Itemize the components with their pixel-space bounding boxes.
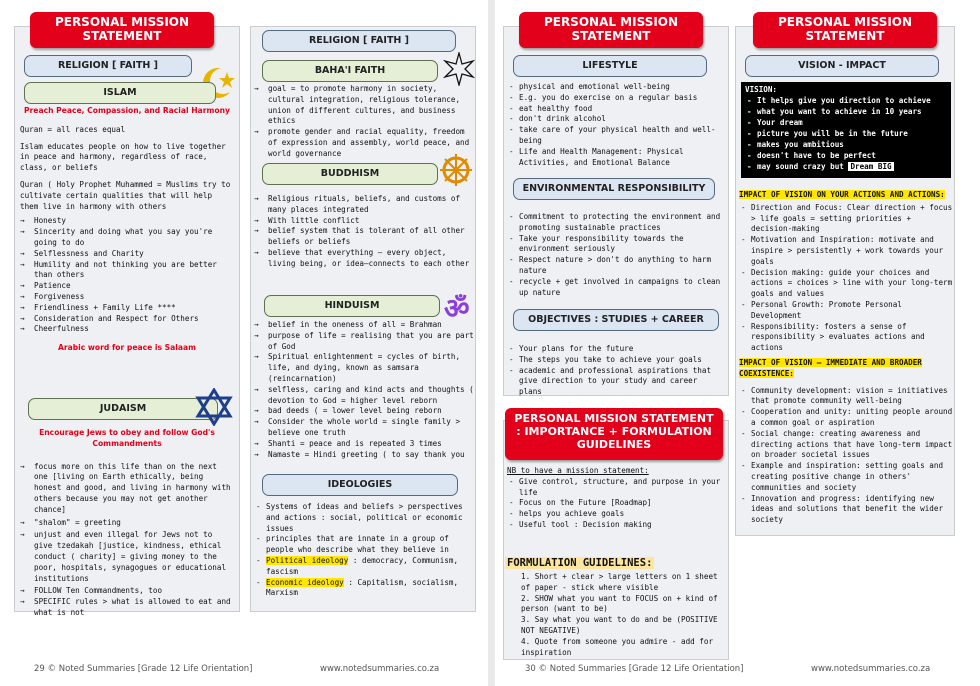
list-item: - Respect nature > don't do anything to harm nature xyxy=(507,255,723,277)
list-item: → selfless, caring and kind acts and thoughts ( devotion to God = higher level reborn xyxy=(254,385,476,407)
nb-label: NB to have a mission statement: xyxy=(507,466,649,475)
list-item: → bad deeds ( = lower level being reborn xyxy=(254,406,476,417)
list-item: - Systems of ideas and beliefs > perspectives and actions : social, political or economic issues xyxy=(254,502,476,534)
list-item: → Friendliness + Family Life **** xyxy=(20,303,234,314)
right-page xyxy=(495,0,980,686)
religion-pill: RELIGION [ FAITH ] xyxy=(24,55,192,77)
list-item: - It helps give you direction to achieve xyxy=(745,95,947,106)
list-item: - Innovation and progress: identifying new ideas and solutions that benefit the wider society xyxy=(739,494,953,526)
list-item: 2. SHOW what you want to FOCUS on + kind of person (want to be) xyxy=(521,593,718,614)
list-item: → purpose of life = realising that you are part of God xyxy=(254,331,476,353)
environmental-content xyxy=(507,212,723,298)
buddhism-pill: BUDDHISM xyxy=(262,163,438,185)
vision-definition-box xyxy=(741,82,951,178)
list-item: - Social change: creating awareness and directing actions that have long-term impact on broader societal issues xyxy=(739,429,953,461)
dream-big-highlight: Dream BIG xyxy=(850,162,892,171)
list-item: → Selflessness and Charity xyxy=(20,249,234,260)
list-item: → Shanti = peace and is repeated 3 times xyxy=(254,439,476,450)
list-item: - don't drink alcohol xyxy=(507,114,723,125)
list-item: → belief in the oneness of all = Brahman xyxy=(254,320,476,331)
islam-p1: Quran = all races equal xyxy=(20,124,126,134)
list-item: → Religious rituals, beliefs, and customs of many places integrated xyxy=(254,194,474,216)
star-of-david-icon xyxy=(194,388,234,426)
political-ideology-label: Political ideology xyxy=(266,555,349,565)
list-item: - Direction and Focus: Clear direction + focus > life goals = setting priorities + decision-making xyxy=(739,203,953,235)
impact-list-1 xyxy=(739,203,953,354)
environmental-list xyxy=(507,212,723,298)
objectives-content xyxy=(507,344,723,398)
list-item: → belief system that is tolerant of all other beliefs or beliefs xyxy=(254,226,474,248)
list-item: - picture you will be in the future xyxy=(745,128,947,139)
formulation-list xyxy=(507,572,723,658)
islam-content xyxy=(20,106,234,354)
list-item: - what you want to achieve in 10 years xyxy=(745,106,947,117)
list-item: - take care of your physical health and well-being xyxy=(507,125,723,147)
list-item: → Spiritual enlightenment = cycles of birth, life, and dying, known as samsara (reincarnation) xyxy=(254,352,476,384)
formulation-title: FORMULATION GUIDELINES: xyxy=(507,557,653,569)
list-item: - Your plans for the future xyxy=(507,344,723,355)
dharma-wheel-icon xyxy=(438,152,474,188)
islam-pill: ISLAM xyxy=(24,82,216,104)
bahai-pill: BAHA'I FAITH xyxy=(262,60,438,82)
buddhism-content xyxy=(254,194,474,270)
list-item: → believe that everything — every object, living being, or idea—connects to each other xyxy=(254,248,474,270)
list-item: - makes you ambitious xyxy=(745,139,947,150)
list-item: → "shalom" = greeting xyxy=(20,518,234,529)
vision-box-list xyxy=(745,95,947,172)
list-item: - The steps you take to achieve your goals xyxy=(507,355,723,366)
importance-banner: PERSONAL MISSION STATEMENT : IMPORTANCE + FORMULATION GUIDELINES xyxy=(505,408,723,460)
ideologies-pill: IDEOLOGIES xyxy=(262,474,458,496)
importance-content xyxy=(507,466,723,531)
list-item: - Commitment to protecting the environment and promoting sustainable practices xyxy=(507,212,723,234)
vision-box-label: VISION: xyxy=(745,85,778,94)
ideologies-content xyxy=(254,502,476,599)
impact-list-2 xyxy=(739,386,953,526)
list-item: - eat healthy food xyxy=(507,104,723,115)
list-item: - recycle + get involved in campaigns to clean up nature xyxy=(507,277,723,299)
judaism-tagline: Encourage Jews to obey and follow God's Commandments xyxy=(39,428,215,448)
islam-p2: Islam educates people on how to live together in peace and harmony, regardless of race, class, or beliefs xyxy=(20,141,226,173)
list-item: → focus more on this life than on the next one [living on Earth ethically, being honest and good, and living in harmony with others because you may not get another chance] xyxy=(20,462,234,516)
vision-box-last-text: may sound crazy but xyxy=(757,162,844,171)
hinduism-content xyxy=(254,320,476,460)
list-item: 4. Quote from someone you admire - add for inspiration xyxy=(521,636,714,657)
list-item: - Community development: vision = initiatives that promote community well-being xyxy=(739,386,953,408)
list-item: 1. Short + clear > large letters on 1 sheet of paper - stick where visible xyxy=(521,572,718,592)
list-item: → Cheerfulness xyxy=(20,324,234,335)
lifestyle-list xyxy=(507,82,723,168)
religion-pill-2: RELIGION [ FAITH ] xyxy=(262,30,456,52)
list-item: - Your dream xyxy=(745,117,947,128)
list-item: - Useful tool : Decision making xyxy=(507,520,723,531)
list-item: → Namaste = Hindi greeting ( to say thank you xyxy=(254,450,476,461)
political-ideology-text: : democracy, Communism, fascism xyxy=(266,555,459,576)
formulation-content xyxy=(507,572,723,658)
list-item: → Humility and not thinking you are better than others xyxy=(20,260,234,282)
list-item: - Motivation and Inspiration: motivate and inspire > persistently + work towards your goals xyxy=(739,235,953,267)
buddhism-list xyxy=(254,194,474,270)
bahai-list xyxy=(254,84,474,160)
list-item: - physical and emotional well-being xyxy=(507,82,723,93)
list-item: - academic and professional aspirations that give direction to your study and career plans xyxy=(507,366,723,398)
environmental-pill: ENVIRONMENTAL RESPONSIBILITY xyxy=(513,178,715,200)
list-item: - Personal Growth: Promote Personal Development xyxy=(739,300,953,322)
list-item: - Responsibility: fosters a sense of responsibility > evaluates actions and actions xyxy=(739,322,953,354)
list-item: → goal = to promote harmony in society, cultural integration, religious tolerance, union of different cultures, and business ethics xyxy=(254,84,474,127)
footer-left-page-number: 29 © Noted Summaries [Grade 12 Life Orientation] xyxy=(34,664,253,674)
om-icon xyxy=(440,290,476,324)
list-item: → Consideration and Respect for Others xyxy=(20,314,234,325)
list-item: - Focus on the Future [Roadmap] xyxy=(507,498,723,509)
footer-right-page-number: 30 © Noted Summaries [Grade 12 Life Orientation] xyxy=(525,664,744,674)
vision-pill: VISION - IMPACT xyxy=(745,55,939,77)
bahai-content xyxy=(254,84,474,160)
importance-list xyxy=(507,477,723,531)
list-item xyxy=(745,161,947,172)
islam-p3: Quran ( Holy Prophet Muhammed = Muslims try to cultivate certain qualities that will help them live in harmony with others xyxy=(20,179,231,211)
list-item: - principles that are innate in a group of people who describe what they believe in xyxy=(254,534,476,556)
list-item xyxy=(254,578,476,600)
impact-heading-2-wrap xyxy=(739,358,953,380)
list-item: - Decision making: guide your choices and actions = choices > line with your long-term goals and values xyxy=(739,268,953,300)
footer-right-website: www.notedsummaries.co.za xyxy=(811,664,931,674)
lifestyle-content xyxy=(507,82,723,168)
list-item: - doesn't have to be perfect xyxy=(745,150,947,161)
impact-heading-2: IMPACT OF VISION — IMMEDIATE AND BROADER COEXISTENCE: xyxy=(739,357,922,378)
left-banner: PERSONAL MISSION STATEMENT xyxy=(30,12,214,48)
list-item: - Example and inspiration: setting goals and creating positive change in others' communities and society xyxy=(739,461,953,493)
left-page xyxy=(0,0,488,686)
list-item: - Take your responsibility towards the environment seriously xyxy=(507,234,723,256)
right-banner-1: PERSONAL MISSION STATEMENT xyxy=(519,12,703,48)
list-item: → Forgiveness xyxy=(20,292,234,303)
judaism-pill: JUDAISM xyxy=(28,398,218,420)
right-banner-2: PERSONAL MISSION STATEMENT xyxy=(753,12,937,48)
list-item: → promote gender and racial equality, freedom of expression and assembly, world peace, and world governance xyxy=(254,127,474,159)
lifestyle-pill: LIFESTYLE xyxy=(513,55,707,77)
list-item: - E.g. you do exercise on a regular basis xyxy=(507,93,723,104)
islam-qualities-list xyxy=(20,216,234,335)
list-item: - Life and Health Management: Physical Activities, and Emotional Balance xyxy=(507,147,723,169)
objectives-pill: OBJECTIVES : STUDIES + CAREER xyxy=(513,309,719,331)
islam-note: Arabic word for peace is Salaam xyxy=(57,343,197,353)
islam-tagline: Preach Peace, Compassion, and Racial Harmony xyxy=(24,106,230,115)
judaism-list xyxy=(20,462,234,619)
list-item: → FOLLOW Ten Commandments, too xyxy=(20,586,234,597)
list-item: 3. Say what you want to do and be (POSITIVE NOT NEGATIVE) xyxy=(521,615,718,635)
hinduism-pill: HINDUISM xyxy=(264,295,440,317)
list-item: → unjust and even illegal for Jews not to give tzedakah [justice, kindness, ethical conduct ( charity] = giving money to the poor, hospitals, synagogues or educational institutions xyxy=(20,530,234,584)
footer-left-website: www.notedsummaries.co.za xyxy=(320,664,440,674)
impact-heading-1: IMPACT OF VISION ON YOUR ACTIONS AND ACTIONS: xyxy=(739,190,945,199)
hinduism-list xyxy=(254,320,476,460)
economic-ideology-label: Economic ideology xyxy=(266,577,344,587)
list-item: → Sincerity and doing what you say you're going to do xyxy=(20,227,234,249)
economic-ideology-text: : Capitalism, socialism, Marxism xyxy=(266,577,459,598)
list-item: → With little conflict xyxy=(254,216,474,227)
list-item: → SPECIFIC rules > what is allowed to eat and what is not xyxy=(20,597,234,619)
list-item: - Give control, structure, and purpose in your life xyxy=(507,477,723,499)
page-divider xyxy=(488,0,495,686)
list-item: - helps you achieve goals xyxy=(507,509,723,520)
svg-text:ॐ: ॐ xyxy=(444,292,470,324)
list-item: → Patience xyxy=(20,281,234,292)
vision-impact-content xyxy=(739,190,953,526)
list-item: - Cooperation and unity: uniting people around a common goal or aspiration xyxy=(739,407,953,429)
objectives-list xyxy=(507,344,723,398)
ideologies-list xyxy=(254,502,476,599)
bahai-star-icon xyxy=(442,52,476,86)
list-item: → Honesty xyxy=(20,216,234,227)
list-item xyxy=(254,556,476,578)
impact-heading-1-wrap xyxy=(739,190,953,201)
list-item: → Consider the whole world = single family > believe one truth xyxy=(254,417,476,439)
judaism-content xyxy=(20,428,234,619)
